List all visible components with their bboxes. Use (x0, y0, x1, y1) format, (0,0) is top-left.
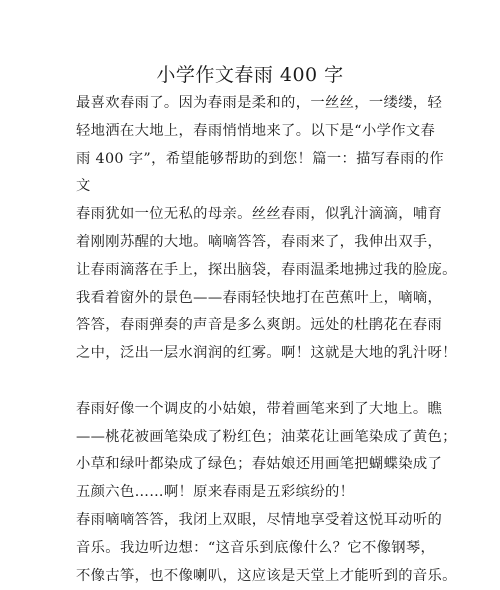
text-line: 音乐。我边听边想：“这音乐到底像什么？它不像钢琴， (76, 539, 436, 556)
text-line: 文 (76, 178, 91, 195)
paragraph-2 (76, 201, 457, 368)
text-line: 答答，春雨弹奏的声音是多么爽朗。远处的杜鹃花在春雨 (76, 317, 443, 334)
text-line: 我看着窗外的景色——春雨轻快地打在芭蕉叶上，嘀嘀， (76, 289, 443, 306)
text-line: 小草和绿叶都染成了绿色；春姑娘还用画笔把蝴蝶染成了 (76, 456, 443, 473)
text-line: ——桃花被画笔染成了粉红色；油菜花让画笔染成了黄色； (76, 428, 457, 445)
paragraph-1 (76, 90, 445, 201)
text-line: 轻地洒在大地上，春雨悄悄地来了。以下是“小学作文春 (76, 122, 436, 139)
document-body (76, 90, 457, 590)
paragraph-spacer (76, 368, 424, 396)
text-line: 着刚刚苏醒的大地。嘀嘀答答，春雨来了，我伸出双手， (76, 233, 443, 250)
text-line: 五颜六色……啊！原来春雨是五彩缤纷的！ (76, 484, 355, 501)
text-line: 春雨犹如一位无私的母亲。丝丝春雨，似乳汁滴滴，哺育 (76, 206, 443, 223)
text-line: 不像古筝，也不像喇叭，这应该是天堂上才能听到的音乐。 (76, 567, 457, 584)
text-line: 最喜欢春雨了。因为春雨是柔和的，一丝丝，一缕缕，轻 (76, 95, 443, 111)
text-line: 春雨好像一个调皮的小姑娘，带着画笔来到了大地上。瞧 (76, 400, 443, 417)
text-line: 春雨嘀嘀答答，我闭上双眼，尽情地享受着这悦耳动听的 (76, 511, 443, 528)
document-title: 小学作文春雨 400 字 (156, 64, 344, 86)
text-line: 雨 400 字”，希望能够帮助的到您！篇一：描写春雨的作 (76, 150, 445, 167)
text-line: 让春雨滴落在手上，探出脑袋，春雨温柔地拂过我的脸庞。 (76, 261, 457, 278)
paragraph-4 (76, 507, 457, 590)
paragraph-3 (76, 396, 457, 507)
text-line: 之中，泛出一层水润润的红雾。啊！这就是大地的乳汁呀！ (76, 345, 457, 362)
